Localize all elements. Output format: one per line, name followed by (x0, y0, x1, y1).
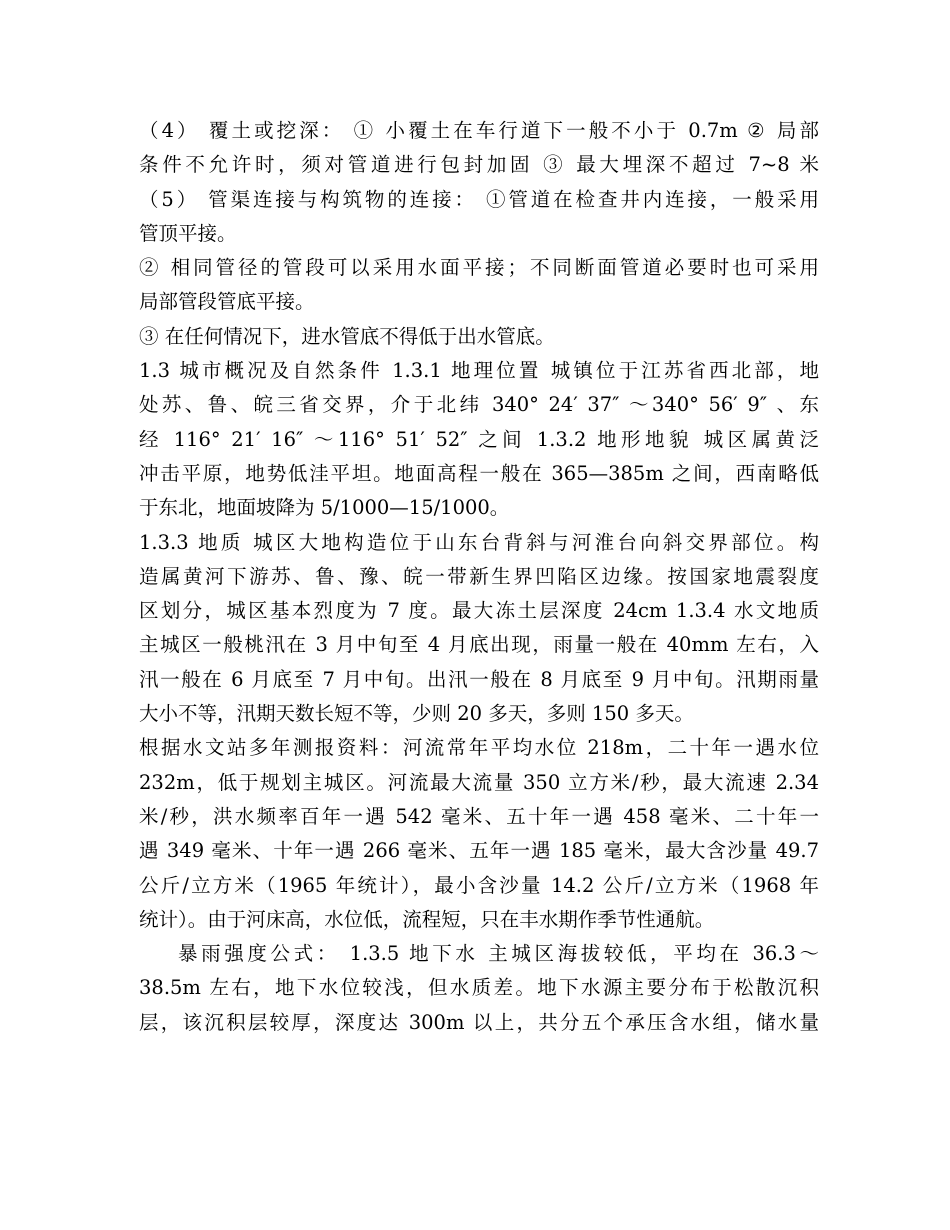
text-line: 经 116° 21′ 16″ ～116° 51′ 52″ 之间 1.3.2 地形地貌 城区属黄泛 (139, 427, 819, 451)
text-line: 统计）。由于河床高，水位低，流程短，只在丰水期作季节性通航。 (139, 907, 715, 931)
document-body (139, 114, 819, 1040)
text-line: 暴雨强度公式： 1.3.5 地下水 主城区海拔较低，平均在 36.3～ (178, 942, 819, 966)
text-line: 条件不允许时，须对管道进行包封加固 ③ 最大埋深不超过 7~8 米 (139, 153, 819, 177)
text-line: 米/秒，洪水频率百年一遇 542 毫米、五十年一遇 458 毫米、二十年一 (139, 804, 819, 828)
text-line: 公斤/立方米（1965 年统计），最小含沙量 14.2 公斤/立方米（1968 年 (139, 873, 819, 897)
text-line: 根据水文站多年测报资料：河流常年平均水位 218m，二十年一遇水位 (139, 736, 819, 760)
text-line: 1.3.3 地质 城区大地构造位于山东台背斜与河淮台向斜交界部位。构 (139, 530, 819, 554)
text-line: 冲击平原，地势低洼平坦。地面高程一般在 365—385m 之间，西南略低 (139, 461, 819, 485)
text-line: 于东北，地面坡降为 5/1000—15/1000。 (139, 496, 510, 520)
text-line: 层，该沉积层较厚，深度达 300m 以上，共分五个承压含水组，储水量 (139, 1010, 819, 1034)
text-line: 1.3 城市概况及自然条件 1.3.1 地理位置 城镇位于江苏省西北部，地 (139, 359, 819, 383)
text-line: ② 相同管径的管段可以采用水面平接；不同断面管道必要时也可采用 (139, 256, 819, 280)
text-line: 主城区一般桃汛在 3 月中旬至 4 月底出现，雨量一般在 40mm 左右，入 (139, 633, 819, 657)
text-line: 38.5m 左右，地下水位较浅，但水质差。地下水源主要分布于松散沉积 (139, 976, 819, 1000)
text-line: （5） 管渠连接与构筑物的连接： ①管道在检查井内连接，一般采用 (139, 187, 819, 211)
text-line: 局部管段管底平接。 (139, 290, 315, 314)
text-line: 汛一般在 6 月底至 7 月中旬。出汛一般在 8 月底至 9 月中旬。汛期雨量 (139, 667, 819, 691)
text-line: （4） 覆土或挖深： ① 小覆土在车行道下一般不小于 0.7m ② 局部 (139, 119, 819, 142)
text-line: 造属黄河下游苏、鲁、豫、皖一带新生界凹陷区边缘。按国家地震裂度 (139, 564, 819, 588)
text-line: 遇 349 毫米、十年一遇 266 毫米、五年一遇 185 毫米，最大含沙量 49.7 (139, 839, 819, 863)
text-line: 管顶平接。 (139, 221, 237, 245)
text-line: 232m，低于规划主城区。河流最大流量 350 立方米/秒，最大流速 2.34 (139, 770, 819, 794)
text-line: ③ 在任何情况下，进水管底不得低于出水管底。 (139, 324, 555, 348)
text-line: 处苏、鲁、皖三省交界，介于北纬 340° 24′ 37″ ～340° 56′ 9″ 、东 (139, 393, 819, 417)
text-line: 区划分，城区基本烈度为 7 度。最大冻土层深度 24cm 1.3.4 水文地质 (139, 599, 819, 623)
text-line: 大小不等，汛期天数长短不等，少则 20 多天，多则 150 多天。 (139, 702, 694, 726)
